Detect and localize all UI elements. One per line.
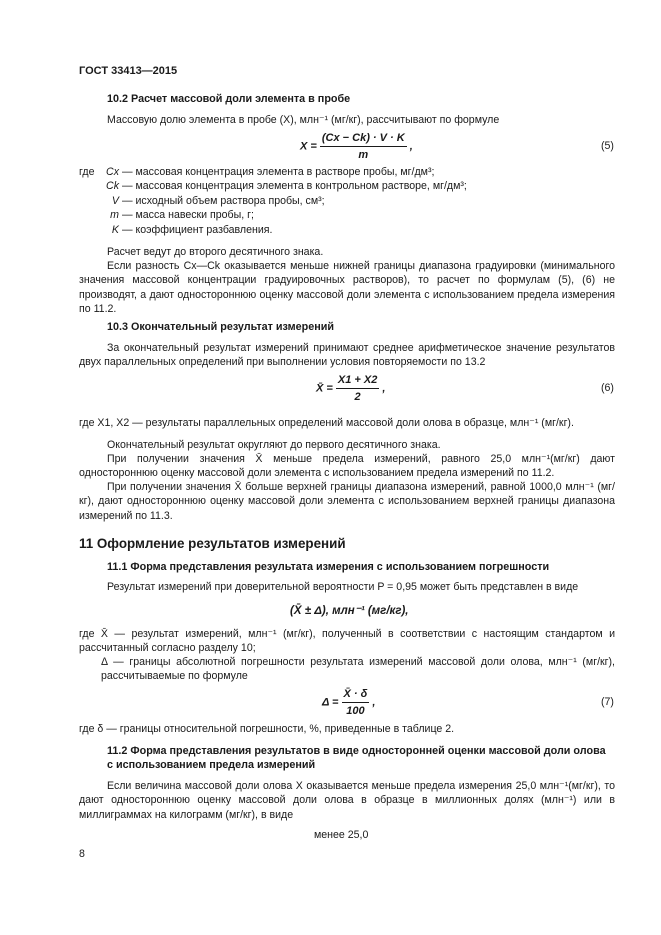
section-10-2-title: 10.2 Расчет массовой доли элемента в пробе: [107, 93, 351, 105]
definition-text: — масса навески пробы, г;: [121, 209, 254, 222]
formula-7-fraction: [342, 687, 370, 719]
formula-result-form: (X̄ ± Δ), млн⁻¹ (мг/кг),: [290, 605, 409, 617]
section-11-1-p1: Результат измерений при доверительной вероятности P = 0,95 может быть представлен в виде: [107, 581, 579, 593]
definition-item: [99, 165, 619, 179]
formula-5-number: (5): [601, 140, 614, 152]
section-10-3-p3: При получении значения X̄ меньше предела измерений, равного 25,0 млн⁻¹(мг/кг) дают одностороннюю оценку массовой доли элемента с использованием предела измерений по 11.2.: [79, 453, 615, 480]
definition-item: [99, 194, 619, 208]
definition-text: — коэффициент разбавления.: [121, 223, 273, 236]
formula-6-numerator: X1 + X2: [336, 373, 379, 389]
section-11-1-title: 11.1 Форма представления результата измерения с использованием погрешности: [107, 561, 550, 573]
formula-5-lhs: X =: [300, 140, 317, 153]
formula-7: [322, 687, 375, 719]
section-11-2-title: 11.2 Форма представления результатов в виде односторонней оценки массовой доли олова с использованием предела измерений: [107, 745, 606, 772]
formula-6-number: (6): [601, 382, 614, 394]
definition-item: [99, 223, 619, 237]
formula-6-fraction: [336, 373, 379, 405]
less-than-value: менее 25,0: [314, 829, 369, 841]
section-10-2-p1: Расчет ведут до второго десятичного знака.: [107, 246, 324, 258]
section-10-3-p4: При получении значения X̄ больше верхней границы диапазона измерений, равной 1000,0 млн⁻¹ (мг/кг), дают одностороннюю оценку массовой доли элемента с использованием верхней границы диапазона измерений по 11.3.: [79, 481, 615, 522]
formula-5-numerator: (Cx − Ck) · V · K: [320, 131, 407, 147]
where-lead: где: [79, 166, 95, 178]
formula-7-numerator: X̄ · δ: [342, 687, 370, 703]
section-11-1-where-delta-abs: Δ — границы абсолютной погрешности результата измерений массовой доли олова, млн⁻¹ (мг/кг), рассчитываемые по формуле: [101, 656, 615, 683]
definition-text: — массовая концентрация элемента в контрольном растворе, мг/дм³;: [121, 180, 467, 193]
definition-symbol: V: [111, 194, 119, 207]
formula-5-denominator: m: [358, 149, 369, 162]
definition-symbol: K: [111, 223, 119, 236]
section-10-2-intro: Массовую долю элемента в пробе (X), млн⁻¹ (мг/кг), рассчитывают по формуле: [107, 114, 500, 126]
section-11-title: 11 Оформление результатов измерений: [79, 536, 346, 551]
formula-6-tail: ,: [382, 382, 386, 395]
page-number: 8: [79, 848, 85, 860]
definition-text: — массовая концентрация элемента в растворе пробы, мг/дм³;: [121, 166, 435, 178]
definition-symbol: Ck: [106, 180, 119, 193]
formula-5-tail: ,: [409, 140, 413, 153]
formula-6-lhs: X̄ =: [316, 382, 333, 395]
definition-item: [99, 208, 619, 222]
section-10-3-p2: Окончательный результат округляют до первого десятичного знака.: [107, 439, 441, 451]
section-10-3-where: где X1, X2 — результаты параллельных определений массовой доли олова в образце, млн⁻¹ (мг/кг).: [79, 417, 574, 429]
section-10-2-p2: Если разность Cx—Ck оказывается меньше нижней границы диапазона градуировки (минимального значения массовой концентрации градуировочных растворов), то расчет по формулам (5), (6) не производят, а дают одностороннюю оценку массовой доли элемента с использованием предела измерения по 11.2.: [79, 260, 615, 316]
formula-7-denominator: 100: [346, 705, 365, 718]
formula-5: [300, 131, 413, 163]
formula-6: [316, 373, 385, 405]
formula-7-lhs: Δ =: [322, 696, 339, 709]
formula-6-denominator: 2: [354, 391, 361, 404]
formula-7-tail: ,: [372, 696, 376, 709]
section-11-2-p2: Если величина массовой доли олова X оказывается меньше предела измерения 25,0 млн⁻¹(мг/кг), то дают одностороннюю оценку массовой доли олова в образце в миллионных долях (млн⁻¹) или в миллиграммах на килограмм (мг/кг), в виде: [79, 780, 615, 821]
definition-symbol: m: [110, 209, 119, 222]
definition-item: [99, 179, 619, 193]
formula-7-number: (7): [601, 696, 614, 708]
section-10-3-p1: За окончательный результат измерений принимают среднее арифметическое значение результатов двух параллельных определений при выполнении условия повторяемости по 13.2: [79, 342, 615, 369]
definition-symbol: Cx: [106, 166, 119, 178]
document-header: ГОСТ 33413—2015: [79, 65, 178, 77]
definition-text: — исходный объем раствора пробы, см³;: [121, 194, 325, 207]
definitions-list: [99, 165, 619, 237]
section-11-1-where-delta-rel: где δ — границы относительной погрешности, %, приведенные в таблице 2.: [79, 723, 455, 735]
formula-5-fraction: [320, 131, 407, 163]
section-11-1-where-x: где X̄ — результат измерений, млн⁻¹ (мг/кг), полученный в соответствии с настоящим стандартом и рассчитанный согласно разделу 10;: [79, 628, 615, 655]
section-10-3-title: 10.3 Окончательный результат измерений: [107, 321, 335, 333]
